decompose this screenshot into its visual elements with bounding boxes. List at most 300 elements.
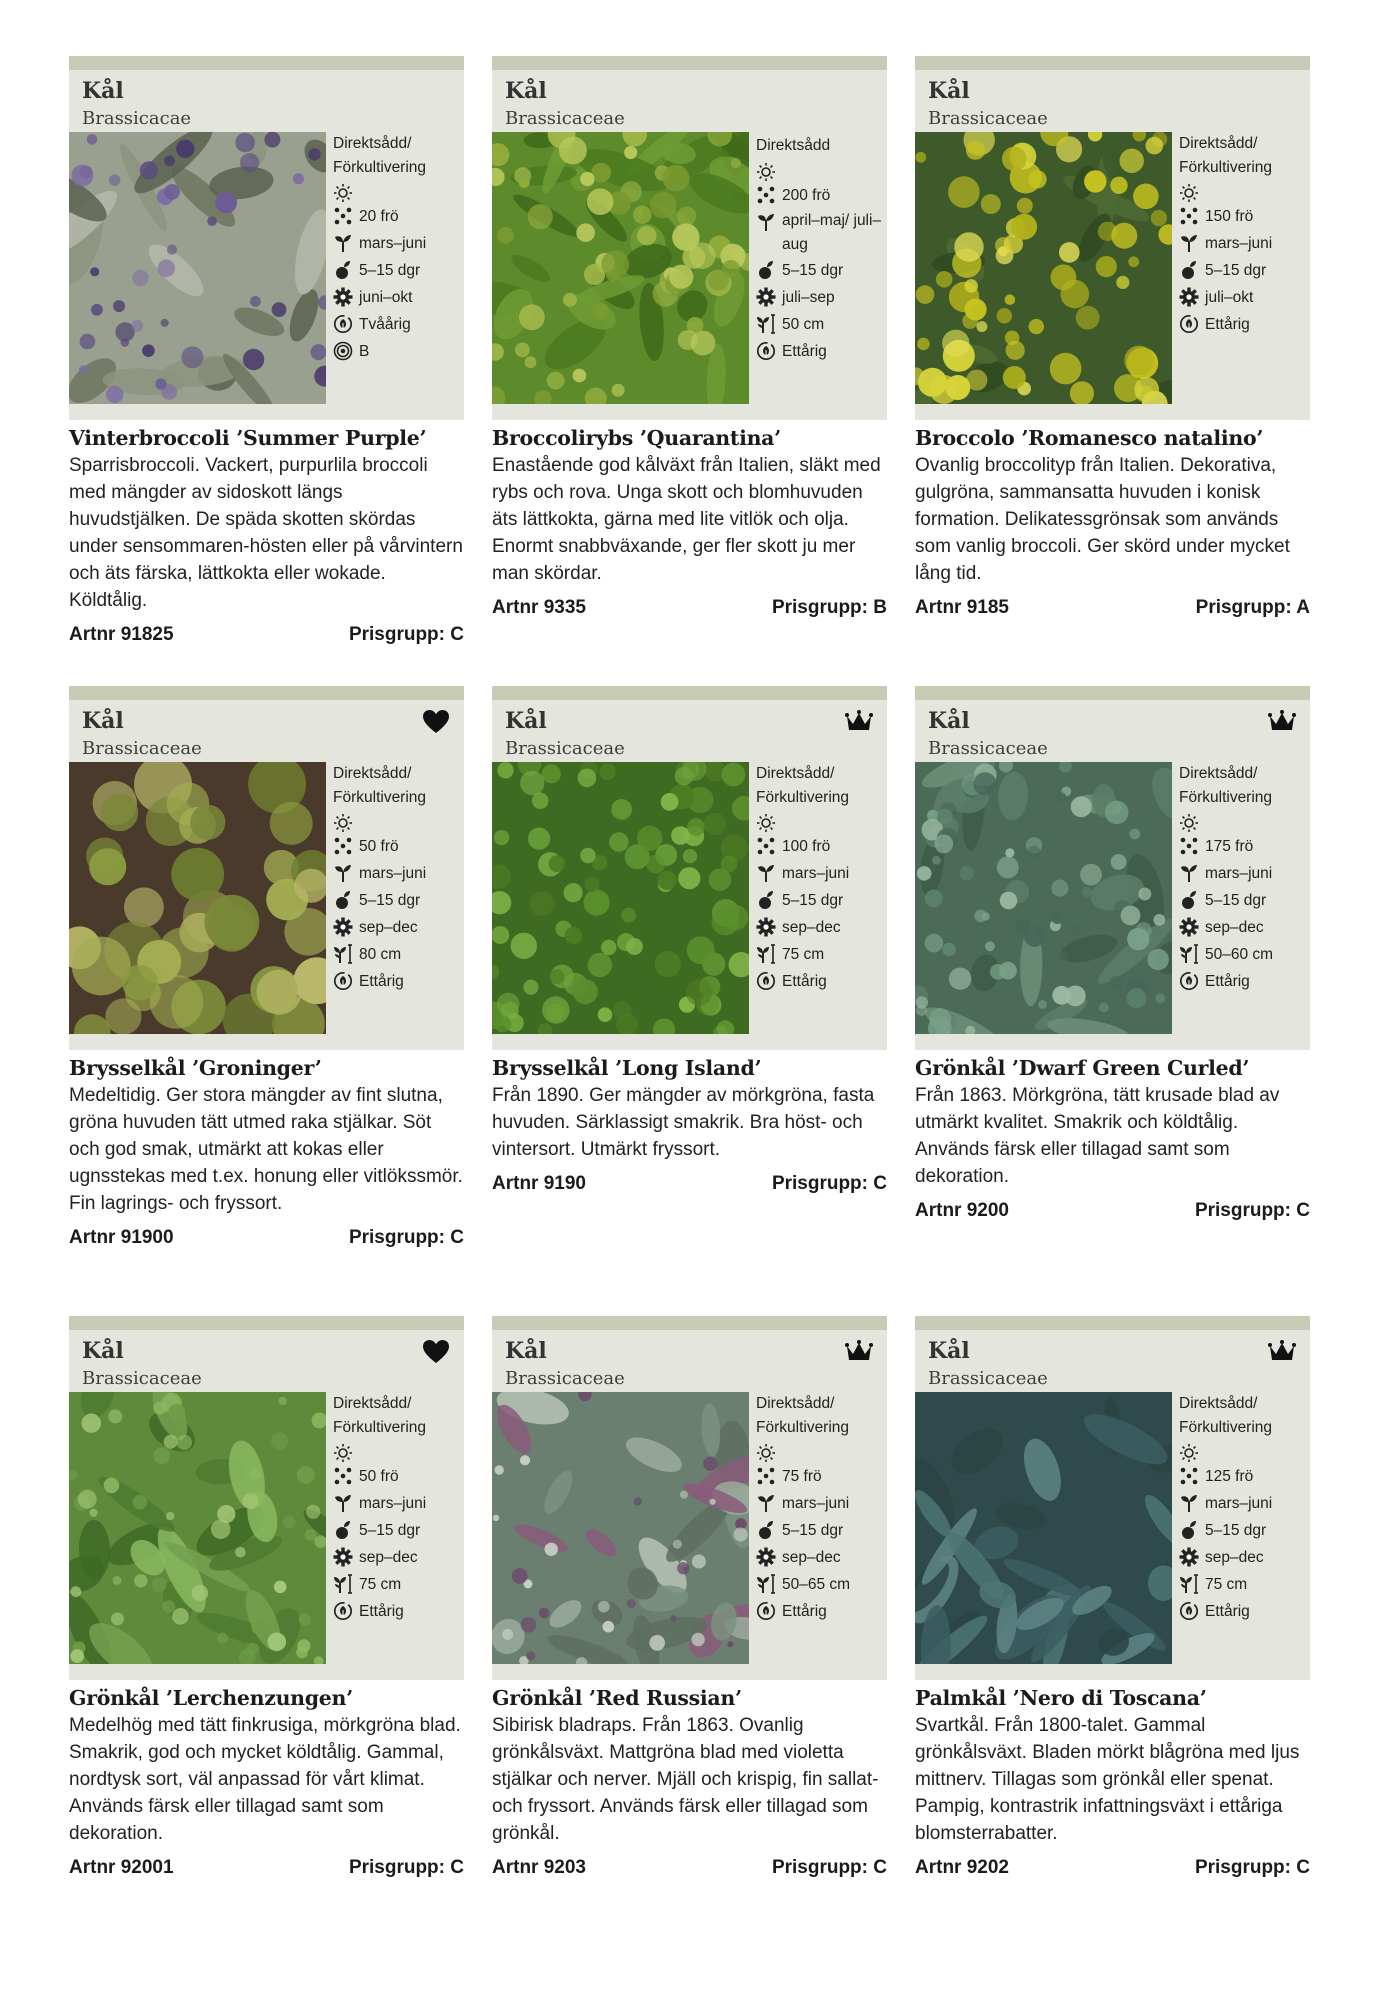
- product-card: [915, 56, 1310, 619]
- sun-icon: [1179, 813, 1199, 833]
- sun-icon: [756, 813, 776, 833]
- spec-row: [756, 914, 884, 941]
- spec-text: 5–15 dgr: [782, 892, 844, 909]
- article-number: Artnr 9335: [492, 597, 586, 618]
- spec-row: [333, 762, 461, 810]
- sowing-time-icon: [333, 863, 353, 883]
- plant-photo: [915, 132, 1172, 404]
- spec-row: [1179, 284, 1307, 311]
- sun-icon: [333, 1443, 353, 1463]
- spec-row: [1179, 230, 1307, 257]
- genus-label: Kål: [928, 78, 970, 104]
- product-description: Från 1863. Mörkgröna, tätt krusade blad av utmärkt kvalitet. Smakrik och köldtålig. Används färsk eller tillagad samt som dekoration.: [915, 1085, 1280, 1187]
- product-description: Från 1890. Ger mängder av mörkgröna, fasta huvuden. Särklassigt smakrik. Bra höst- och vintersort. Utmärkt fryssort.: [492, 1085, 875, 1160]
- plant-photo: [492, 132, 749, 404]
- genus-label: Kål: [82, 78, 124, 104]
- spec-list: [1179, 132, 1307, 338]
- sun-icon: [333, 813, 353, 833]
- sowing-time-icon: [756, 1493, 776, 1513]
- price-group: Prisgrupp: C: [1194, 1857, 1310, 1878]
- spec-text: juli–okt: [1205, 289, 1254, 306]
- lifecycle-icon: [1179, 971, 1199, 991]
- germination-icon: [333, 1520, 353, 1540]
- family-label: Brassicaceae: [82, 738, 202, 759]
- harvest-icon: [1179, 287, 1199, 307]
- spec-text: 75 cm: [359, 1576, 402, 1593]
- lifecycle-icon: [756, 341, 776, 361]
- article-number: Artnr 9185: [915, 597, 1009, 618]
- product-description: Sibirisk bladraps. Från 1863. Ovanlig grönkålsväxt. Mattgröna blad med violetta stjälkar och nerver. Mjäll och krispig, fin sallat- och fryssort. Används färsk eller tillagad som grönkål.: [492, 1715, 879, 1844]
- height-icon: [756, 944, 776, 964]
- plant-photo: [492, 1392, 749, 1664]
- sowing-time-icon: [756, 212, 776, 232]
- lifecycle-icon: [333, 314, 353, 334]
- spec-text: 75 cm: [1205, 1576, 1248, 1593]
- sowing-time-icon: [756, 863, 776, 883]
- spec-row: [756, 338, 884, 365]
- crown-icon: [845, 708, 873, 736]
- spec-text: 200 frö: [782, 187, 831, 204]
- seeds-icon: [333, 1466, 353, 1486]
- product-description: Enastående god kålväxt från Italien, släkt med rybs och rova. Unga skott och blomhuvuden äts lättkokta, gärna med lite vitlök och olja. Enormt snabbväxande, ger fler skott ju mer man skördar.: [492, 455, 881, 584]
- family-label: Brassicaceae: [505, 738, 625, 759]
- spec-row: [1179, 1544, 1307, 1571]
- spec-text: 50 cm: [782, 316, 825, 333]
- spec-text: mars–juni: [782, 1495, 850, 1512]
- spec-text: 50–65 cm: [782, 1576, 851, 1593]
- genus-label: Kål: [505, 1338, 547, 1364]
- spec-row: [756, 1440, 884, 1463]
- spec-text: sep–dec: [1205, 1549, 1264, 1566]
- spec-text: 5–15 dgr: [1205, 1522, 1267, 1539]
- germination-icon: [756, 260, 776, 280]
- article-number: Artnr 9202: [915, 1857, 1009, 1878]
- spec-text: 5–15 dgr: [359, 1522, 421, 1539]
- spec-text: april–maj/ juli–aug: [782, 212, 882, 253]
- spec-text: Tvåårig: [359, 316, 411, 333]
- crown-icon: [1268, 708, 1296, 736]
- spec-list: [1179, 1392, 1307, 1625]
- spec-text: mars–juni: [1205, 235, 1273, 252]
- spec-text: sep–dec: [359, 1549, 418, 1566]
- card-header: [915, 56, 1310, 420]
- spec-text: mars–juni: [1205, 865, 1273, 882]
- spec-text: sep–dec: [782, 1549, 841, 1566]
- spec-text: Ettårig: [782, 1603, 827, 1620]
- germination-icon: [333, 260, 353, 280]
- product-title: Broccolo ’Romanesco natalino’: [915, 426, 1264, 450]
- product-title: Palmkål ’Nero di Toscana’: [915, 1686, 1207, 1710]
- spec-text: juli–sep: [782, 289, 835, 306]
- spec-row: [333, 1598, 461, 1625]
- seeds-icon: [756, 1466, 776, 1486]
- card-header: [69, 686, 464, 1050]
- spec-row: [1179, 132, 1307, 180]
- card-header: [915, 1316, 1310, 1680]
- product-card: [915, 686, 1310, 1222]
- genus-label: Kål: [82, 1338, 124, 1364]
- product-card: [69, 56, 464, 646]
- spec-text: 175 frö: [1205, 838, 1254, 855]
- article-number: Artnr 91825: [69, 624, 174, 645]
- spec-row: [1179, 1517, 1307, 1544]
- harvest-icon: [333, 917, 353, 937]
- product-meta: [69, 1857, 464, 1879]
- spec-text: Ettårig: [1205, 316, 1250, 333]
- spec-row: [1179, 887, 1307, 914]
- lifecycle-icon: [756, 1601, 776, 1621]
- card-header: [492, 1316, 887, 1680]
- spec-text: Direktsådd/ Förkultivering: [756, 765, 850, 806]
- spec-text: juni–okt: [359, 289, 413, 306]
- seeds-icon: [1179, 1466, 1199, 1486]
- product-meta: [492, 1173, 887, 1195]
- spec-text: Ettårig: [782, 973, 827, 990]
- family-label: Brassicaceae: [82, 1368, 202, 1389]
- spec-row: [333, 860, 461, 887]
- plant-photo: [69, 1392, 326, 1664]
- spec-row: [756, 762, 884, 810]
- product-title: Grönkål ’Red Russian’: [492, 1686, 742, 1710]
- spec-text: B: [359, 343, 370, 360]
- price-group: Prisgrupp: B: [771, 597, 887, 618]
- spec-text: mars–juni: [1205, 1495, 1273, 1512]
- article-number: Artnr 92001: [69, 1857, 174, 1878]
- sun-icon: [1179, 1443, 1199, 1463]
- crown-icon: [1268, 1338, 1296, 1366]
- height-icon: [756, 1574, 776, 1594]
- spec-text: 5–15 dgr: [359, 892, 421, 909]
- sun-icon: [756, 162, 776, 182]
- crown-icon: [845, 1338, 873, 1366]
- spec-list: [756, 1392, 884, 1625]
- spec-row: [1179, 968, 1307, 995]
- spec-text: Direktsådd/ Förkultivering: [333, 765, 427, 806]
- sowing-time-icon: [1179, 233, 1199, 253]
- spec-text: mars–juni: [359, 865, 427, 882]
- seeds-icon: [756, 185, 776, 205]
- spec-row: [333, 1490, 461, 1517]
- spec-row: [333, 180, 461, 203]
- spec-text: 50–60 cm: [1205, 946, 1274, 963]
- spec-text: mars–juni: [359, 235, 427, 252]
- spec-text: 5–15 dgr: [782, 1522, 844, 1539]
- sun-icon: [1179, 183, 1199, 203]
- spec-row: [1179, 810, 1307, 833]
- product-meta: [915, 1200, 1310, 1222]
- sowing-time-icon: [1179, 863, 1199, 883]
- target-icon: [333, 341, 353, 361]
- product-title: Brysselkål ’Groninger’: [69, 1056, 322, 1080]
- lifecycle-icon: [333, 1601, 353, 1621]
- product-description: Sparrisbroccoli. Vackert, purpurlila broccoli med mängder av sidoskott längs huvudstjälken. De späda skotten skördas under sensommaren-hösten eller på vårvintern och äts färska, lättkokta eller wokade. Köldtålig.: [69, 455, 463, 611]
- product-meta: [915, 597, 1310, 619]
- spec-list: [333, 762, 461, 995]
- family-label: Brassicaceae: [505, 108, 625, 129]
- spec-row: [1179, 1571, 1307, 1598]
- family-label: Brassicaceae: [928, 1368, 1048, 1389]
- spec-text: sep–dec: [1205, 919, 1264, 936]
- product-meta: [69, 624, 464, 646]
- spec-row: [333, 1544, 461, 1571]
- spec-row: [756, 1463, 884, 1490]
- spec-text: Direktsådd: [756, 137, 831, 154]
- price-group: Prisgrupp: C: [348, 1227, 464, 1248]
- spec-text: 5–15 dgr: [1205, 892, 1267, 909]
- spec-text: 75 cm: [782, 946, 825, 963]
- plant-photo: [69, 132, 326, 404]
- spec-row: [1179, 941, 1307, 968]
- product-meta: [915, 1857, 1310, 1879]
- spec-row: [333, 284, 461, 311]
- lifecycle-icon: [333, 971, 353, 991]
- seeds-icon: [1179, 206, 1199, 226]
- sun-icon: [333, 183, 353, 203]
- spec-list: [333, 1392, 461, 1625]
- plant-photo: [915, 762, 1172, 1034]
- spec-row: [333, 257, 461, 284]
- spec-text: Direktsådd/ Förkultivering: [1179, 1395, 1273, 1436]
- spec-row: [756, 860, 884, 887]
- card-header: [69, 1316, 464, 1680]
- spec-row: [333, 833, 461, 860]
- catalog-grid: [69, 56, 1319, 1896]
- spec-row: [756, 1490, 884, 1517]
- germination-icon: [1179, 890, 1199, 910]
- genus-label: Kål: [928, 708, 970, 734]
- spec-text: 150 frö: [1205, 208, 1254, 225]
- spec-text: Direktsådd/ Förkultivering: [333, 1395, 427, 1436]
- product-card: [492, 56, 887, 619]
- spec-text: 125 frö: [1205, 1468, 1254, 1485]
- price-group: Prisgrupp: C: [771, 1857, 887, 1878]
- spec-row: [1179, 203, 1307, 230]
- spec-text: mars–juni: [782, 865, 850, 882]
- spec-text: Direktsådd/ Förkultivering: [756, 1395, 850, 1436]
- spec-row: [1179, 860, 1307, 887]
- spec-row: [1179, 180, 1307, 203]
- spec-text: mars–juni: [359, 1495, 427, 1512]
- plant-photo: [69, 762, 326, 1034]
- spec-row: [333, 203, 461, 230]
- product-description: Medeltidig. Ger stora mängder av fint slutna, gröna huvuden tätt utmed raka stjälkar. Söt och god smak, utmärkt att kokas eller ugnsstekas med t.ex. honung eller vitlökssmör. Fin lagrings- och fryssort.: [69, 1085, 463, 1214]
- product-card: [69, 686, 464, 1249]
- card-header: [915, 686, 1310, 1050]
- spec-text: 80 cm: [359, 946, 402, 963]
- spec-row: [1179, 833, 1307, 860]
- spec-text: Ettårig: [359, 1603, 404, 1620]
- spec-text: 20 frö: [359, 208, 399, 225]
- spec-row: [756, 284, 884, 311]
- spec-row: [1179, 1490, 1307, 1517]
- sowing-time-icon: [333, 233, 353, 253]
- spec-row: [1179, 914, 1307, 941]
- spec-row: [1179, 1463, 1307, 1490]
- spec-row: [756, 159, 884, 182]
- price-group: Prisgrupp: C: [1194, 1200, 1310, 1221]
- harvest-icon: [756, 917, 776, 937]
- harvest-icon: [756, 287, 776, 307]
- harvest-icon: [333, 287, 353, 307]
- spec-row: [333, 230, 461, 257]
- family-label: Brassicaceae: [928, 108, 1048, 129]
- germination-icon: [1179, 260, 1199, 280]
- spec-row: [1179, 311, 1307, 338]
- spec-row: [756, 1517, 884, 1544]
- product-title: Brysselkål ’Long Island’: [492, 1056, 762, 1080]
- spec-text: Ettårig: [1205, 973, 1250, 990]
- spec-row: [333, 1440, 461, 1463]
- product-meta: [492, 1857, 887, 1879]
- family-label: Brassicaceae: [505, 1368, 625, 1389]
- family-label: Brassicaceae: [928, 738, 1048, 759]
- plant-photo: [492, 762, 749, 1034]
- germination-icon: [1179, 1520, 1199, 1540]
- spec-row: [333, 968, 461, 995]
- price-group: Prisgrupp: C: [348, 624, 464, 645]
- heart-icon: [422, 708, 450, 736]
- spec-row: [1179, 762, 1307, 810]
- product-title: Grönkål ’Dwarf Green Curled’: [915, 1056, 1250, 1080]
- germination-icon: [756, 890, 776, 910]
- product-title: Broccolirybs ’Quarantina’: [492, 426, 781, 450]
- height-icon: [333, 1574, 353, 1594]
- spec-row: [756, 968, 884, 995]
- article-number: Artnr 9190: [492, 1173, 586, 1194]
- spec-row: [1179, 1598, 1307, 1625]
- lifecycle-icon: [1179, 1601, 1199, 1621]
- price-group: Prisgrupp: C: [348, 1857, 464, 1878]
- spec-text: sep–dec: [359, 919, 418, 936]
- spec-row: [756, 887, 884, 914]
- genus-label: Kål: [82, 708, 124, 734]
- sowing-time-icon: [1179, 1493, 1199, 1513]
- spec-row: [1179, 1392, 1307, 1440]
- genus-label: Kål: [928, 1338, 970, 1364]
- harvest-icon: [1179, 917, 1199, 937]
- spec-row: [756, 1392, 884, 1440]
- spec-row: [1179, 257, 1307, 284]
- spec-row: [333, 1392, 461, 1440]
- spec-row: [756, 1598, 884, 1625]
- spec-row: [756, 1571, 884, 1598]
- lifecycle-icon: [756, 971, 776, 991]
- spec-text: 5–15 dgr: [359, 262, 421, 279]
- lifecycle-icon: [1179, 314, 1199, 334]
- genus-label: Kål: [505, 78, 547, 104]
- product-card: [492, 686, 887, 1195]
- genus-label: Kål: [505, 708, 547, 734]
- spec-row: [756, 132, 884, 159]
- spec-row: [756, 311, 884, 338]
- plant-photo: [915, 1392, 1172, 1664]
- card-header: [492, 56, 887, 420]
- spec-text: 5–15 dgr: [1205, 262, 1267, 279]
- spec-row: [333, 810, 461, 833]
- product-title: Vinterbroccoli ’Summer Purple’: [69, 426, 427, 450]
- spec-row: [756, 941, 884, 968]
- spec-row: [333, 311, 461, 338]
- spec-text: Direktsådd/ Förkultivering: [333, 135, 427, 176]
- spec-row: [333, 338, 461, 365]
- sowing-time-icon: [333, 1493, 353, 1513]
- seeds-icon: [333, 836, 353, 856]
- harvest-icon: [333, 1547, 353, 1567]
- spec-text: Ettårig: [359, 973, 404, 990]
- product-description: Svartkål. Från 1800-talet. Gammal grönkålsväxt. Bladen mörkt blågröna med ljus mittnerv. Tillagas som grönkål eller spenat. Pampig, kontrastrik infattningsväxt i ettåriga blomsterrabatter.: [915, 1715, 1300, 1844]
- spec-text: 50 frö: [359, 1468, 399, 1485]
- price-group: Prisgrupp: A: [1195, 597, 1310, 618]
- spec-row: [756, 209, 884, 257]
- spec-text: Direktsådd/ Förkultivering: [1179, 135, 1273, 176]
- product-description: Ovanlig broccolityp från Italien. Dekorativa, gulgröna, sammansatta huvuden i konisk formation. Delikatessgrönsak som används som vanlig broccoli. Ger skörd under mycket lång tid.: [915, 455, 1290, 584]
- product-meta: [492, 597, 887, 619]
- family-label: Brassicacae: [82, 108, 192, 129]
- seeds-icon: [333, 206, 353, 226]
- card-header: [69, 56, 464, 420]
- spec-text: 100 frö: [782, 838, 831, 855]
- spec-text: Ettårig: [782, 343, 827, 360]
- product-card: [492, 1316, 887, 1879]
- spec-list: [756, 762, 884, 995]
- spec-row: [333, 1571, 461, 1598]
- spec-text: 5–15 dgr: [782, 262, 844, 279]
- spec-text: Direktsådd/ Förkultivering: [1179, 765, 1273, 806]
- product-card: [69, 1316, 464, 1879]
- spec-list: [756, 132, 884, 365]
- price-group: Prisgrupp: C: [771, 1173, 887, 1194]
- product-meta: [69, 1227, 464, 1249]
- spec-row: [333, 914, 461, 941]
- spec-row: [756, 810, 884, 833]
- spec-row: [756, 833, 884, 860]
- product-description: Medelhög med tätt finkrusiga, mörkgröna blad. Smakrik, god och mycket köldtålig. Gammal, nordtysk sort, väl anpassad för vårt klimat. Används färsk eller tillagad samt som dekoration.: [69, 1715, 461, 1844]
- product-card: [915, 1316, 1310, 1879]
- height-icon: [333, 944, 353, 964]
- article-number: Artnr 9203: [492, 1857, 586, 1878]
- germination-icon: [333, 890, 353, 910]
- spec-row: [333, 1463, 461, 1490]
- spec-list: [1179, 762, 1307, 995]
- harvest-icon: [756, 1547, 776, 1567]
- spec-row: [333, 941, 461, 968]
- height-icon: [1179, 1574, 1199, 1594]
- spec-row: [333, 132, 461, 180]
- height-icon: [756, 314, 776, 334]
- germination-icon: [756, 1520, 776, 1540]
- spec-row: [333, 887, 461, 914]
- spec-text: Ettårig: [1205, 1603, 1250, 1620]
- spec-list: [333, 132, 461, 365]
- heart-icon: [422, 1338, 450, 1366]
- spec-text: 50 frö: [359, 838, 399, 855]
- spec-row: [1179, 1440, 1307, 1463]
- spec-row: [756, 182, 884, 209]
- article-number: Artnr 91900: [69, 1227, 174, 1248]
- seeds-icon: [1179, 836, 1199, 856]
- card-header: [492, 686, 887, 1050]
- height-icon: [1179, 944, 1199, 964]
- harvest-icon: [1179, 1547, 1199, 1567]
- spec-row: [756, 257, 884, 284]
- seeds-icon: [756, 836, 776, 856]
- spec-row: [333, 1517, 461, 1544]
- sun-icon: [756, 1443, 776, 1463]
- spec-row: [756, 1544, 884, 1571]
- article-number: Artnr 9200: [915, 1200, 1009, 1221]
- spec-text: 75 frö: [782, 1468, 822, 1485]
- product-title: Grönkål ’Lerchenzungen’: [69, 1686, 353, 1710]
